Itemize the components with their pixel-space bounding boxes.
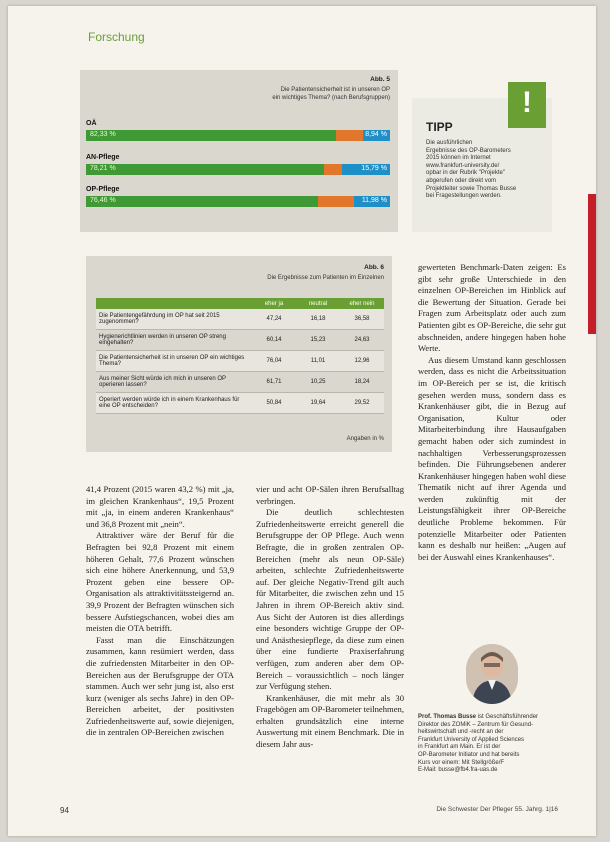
value-cell: 61,71 [252,372,296,393]
bar-segment-neutral [324,164,342,175]
column-header: eher nein [340,298,384,309]
data-label: 78,21 % [90,165,116,172]
question-cell: Die Patientengefährdung im OP hat seit 2015 zugenommen? [96,309,252,330]
data-label: 15,79 % [361,165,387,172]
data-label: 8,94 % [365,131,387,138]
value-cell: 50,84 [252,393,296,414]
abb5-subtitle-line-1: Die Patientensicherheit ist in unseren OP [280,87,390,93]
value-cell: 15,23 [296,330,340,351]
bar-label: AN-Pflege [86,154,120,161]
caption-line: heitswirtschaft und -recht an der [418,729,504,736]
caption-line: ist Geschäftsführender [476,714,539,720]
value-cell: 36,58 [340,309,384,330]
caption-line: Kurs vor einem: Mit Stellgröße/F [418,759,505,766]
table-row [96,330,384,351]
bar-row-op-pflege [86,186,390,204]
tipp-line: opbar in der Rubrik "Projekte" [426,170,505,177]
tipp-link[interactable]: www.frankfurt-university.de/ [426,162,500,169]
value-cell: 16,18 [296,309,340,330]
author-caption [418,714,566,775]
table-row [96,372,384,393]
bar-segment-eher-nein [363,130,390,141]
bar-row-oae [86,120,390,138]
bar-row-an-pflege [86,154,390,172]
column-header [96,298,252,309]
red-edge-tab [588,194,596,334]
portrait-illustration [466,644,518,704]
table-row [96,351,384,372]
text-column-2 [256,484,404,751]
tipp-line: abgerufen oder direkt vom [426,177,497,184]
paragraph: Attraktiver wäre der Beruf für die Befragten bei 92,8 Prozent mit einem höheren Gehalt, 77,6 Prozent wünschen sich eine höhere Anerkennung, und 53,9 Prozent geben eine bessere OP-Organisation als attraktivitätssteigernd an. 39,9 Prozent der Befragten wünschen sich bessere Aufstiegschancen, wobei dies am meisten die OTA betrifft. [86,530,234,634]
question-cell: Hygienerichtlinien werden in unseren OP streng eingehalten? [96,330,252,351]
text-column-1 [86,484,234,739]
table-header-row [96,298,384,309]
caption-email[interactable]: E-Mail: busse@fb4.fra-uas.de [418,767,498,774]
tipp-title: TIPP [426,120,453,134]
caption-line: OP-Barometer Initiator und hat bereits [418,751,520,758]
caption-line: in Frankfurt am Main. Er ist der [418,744,501,751]
bar-segment-neutral [336,130,363,141]
footer-journal: Die Schwester Der Pfleger 55. Jahrg. 1|16 [436,806,558,813]
bar-segment-eher-nein [342,164,390,175]
tipp-text [426,140,546,201]
paragraph: vier und acht OP-Sälen ihren Berufsalltag verbringen. [256,484,404,506]
abb6-title: Abb. 6 [364,264,384,271]
question-cell: Operiert werden würde ich in einem Krankenhaus für eine OP entscheiden? [96,393,252,414]
caption-line: Direktor des ZOMiK – Zentrum für Gesund- [418,721,534,728]
results-table [96,298,384,414]
tipp-line: Projektleiter sowie Thomas Busse [426,185,517,192]
tipp-line: 2015 können im Internet [426,155,491,162]
author-name: Prof. Thomas Busse [418,714,477,720]
paragraph: 41,4 Prozent (2015 waren 43,2 %) mit „ja, im gleichen Krankenhaus“, 19,5 Prozent mit „ja, in einem anderen Krankenhaus“ und 36,8 Prozent mit „nein“. [86,484,234,529]
column-header: eher ja [252,298,296,309]
abb5-title: Abb. 5 [370,76,390,83]
tipp-line: bei Fragestellungen werden. [426,193,502,200]
bar-label: OÄ [86,120,97,127]
paragraph: Die deutlich schlechtesten Zufriedenheitswerte erreicht generell die Berufsgruppe der OP Pflege. Auch wenn Befragte, die in großen zentralen OP-Bereichen (mehr als neun OP-Säle) arbeiten, schlechte Zufriedenheitswerte auf. Der gleiche Negativ-Trend gilt auch für Mitarbeiter, die zwischen zehn und 15 Jahren in ihrem OP-Bereich aktiv sind. Aus Sicht der Autoren ist dies allerdings eine besonders wichtige Gruppe der OP- und Anästhesiepflege, da diese zum einen über eine fundierte Praxiserfahrung verfügen, zum anderen aber dem OP-Bereich – voraussichtlich – noch länger zur Verfügung stehen. [256,507,404,692]
paragraph: Aus diesem Umstand kann geschlossen werden, dass es nicht die Arbeitssituation im OP-Bereich per se ist, die kritisch gesehen werden muss, sondern dass es Krankenhäuser gibt, die in Bezug auf Organisation, Kultur oder Mitarbeiterbindung ihre Hausaufgaben gemacht haben oder sich zumindest in nachhaltigen Verbesserungsprozessen befinden. Die Führungsebenen anderer Krankenhäuser hingegen haben wohl diese Thematik nicht auf ihrer Agenda und werden zukünftig mit der Leistungsfähigkeit ihrer OP-Bereiche deutliche Probleme bekommen. Für potenzielle Mitarbeiter oder Patienten kann es deshalb nur heißen: „Augen auf bei der Auswahl eines Krankenhauses“. [418,354,566,562]
unit-note: Angaben in % [346,436,384,442]
value-cell: 18,24 [340,372,384,393]
bar-label: OP-Pflege [86,186,120,193]
value-cell: 29,52 [340,393,384,414]
value-cell: 24,63 [340,330,384,351]
paragraph: Fasst man die Einschätzungen zusammen, kann resümiert werden, dass die zufriedensten Mitarbeiter in den OP-Bereichen aus der Berufsgruppe der OTA stammen. Auch wer sehr jung ist, also erst kurz (weniger als sechs Jahre) in den OP-Bereichen arbeitet, der positivsten Zufriedenheitswerte auf, sowie diejenigen, die in zentralen OP-Bereichen zwischen [86,634,234,738]
tipp-line: Die ausführlichen [426,140,473,146]
abb6-subtitle: Die Ergebnisse zum Patienten im Einzelnen [267,275,384,281]
stacked-bar [86,130,390,141]
text-column-3 [418,262,566,563]
data-label: 82,33 % [90,131,116,138]
caption-line: Frankfurt University of Applied Sciences [418,736,525,743]
bar-segment-eher-ja [86,164,324,175]
paragraph: Krankenhäuser, die mit mehr als 30 Fragebögen am OP-Barometer teilnehmen, erhalten grundsätzlich eine interne Auswertung mit einem Benchmark. Die in diesem Jahr aus- [256,692,404,750]
bar-segment-neutral [318,196,353,207]
bar-segment-eher-ja [86,196,318,207]
paragraph: gewerteten Benchmark-Daten zeigen: Es gibt sehr große Unterschiede in den einzelnen OP-Bereichen im Hinblick auf die Bewertung der Situation. Gerade bei Fragen zum Arbeitsplatz oder auch zum Patienten gibt es OP-Bereiche, die sehr gut abschneiden, andere hingegen haben hohe Werte. [418,262,566,354]
abb5-subtitle-line-2: ein wichtiges Thema? (nach Berufsgruppen) [272,95,390,101]
value-cell: 76,04 [252,351,296,372]
stacked-bar [86,196,390,207]
value-cell: 10,25 [296,372,340,393]
question-cell: Aus meiner Sicht würde ich mich in unseren OP operieren lassen? [96,372,252,393]
stacked-bar [86,164,390,175]
exclamation-icon [508,82,546,128]
figure-abb6 [86,256,392,452]
data-label: 11,98 % [361,197,387,204]
bar-segment-eher-ja [86,130,336,141]
value-cell: 12,96 [340,351,384,372]
question-cell: Die Patientensicherheit ist in unseren OP ein wichtiges Thema? [96,351,252,372]
table-row [96,309,384,330]
data-label: 76,46 % [90,197,116,204]
author-photo [466,644,518,704]
tipp-line: Ergebnisse des OP-Barometers [426,147,511,154]
value-cell: 60,14 [252,330,296,351]
value-cell: 47,24 [252,309,296,330]
column-header: neutral [296,298,340,309]
page-number: 94 [60,806,69,815]
value-cell: 19,64 [296,393,340,414]
value-cell: 11,01 [296,351,340,372]
figure-abb5 [80,70,398,232]
exclamation-mark: ! [522,86,532,119]
section-heading: Forschung [88,30,145,44]
bar-segment-eher-nein [354,196,390,207]
table-row [96,393,384,414]
